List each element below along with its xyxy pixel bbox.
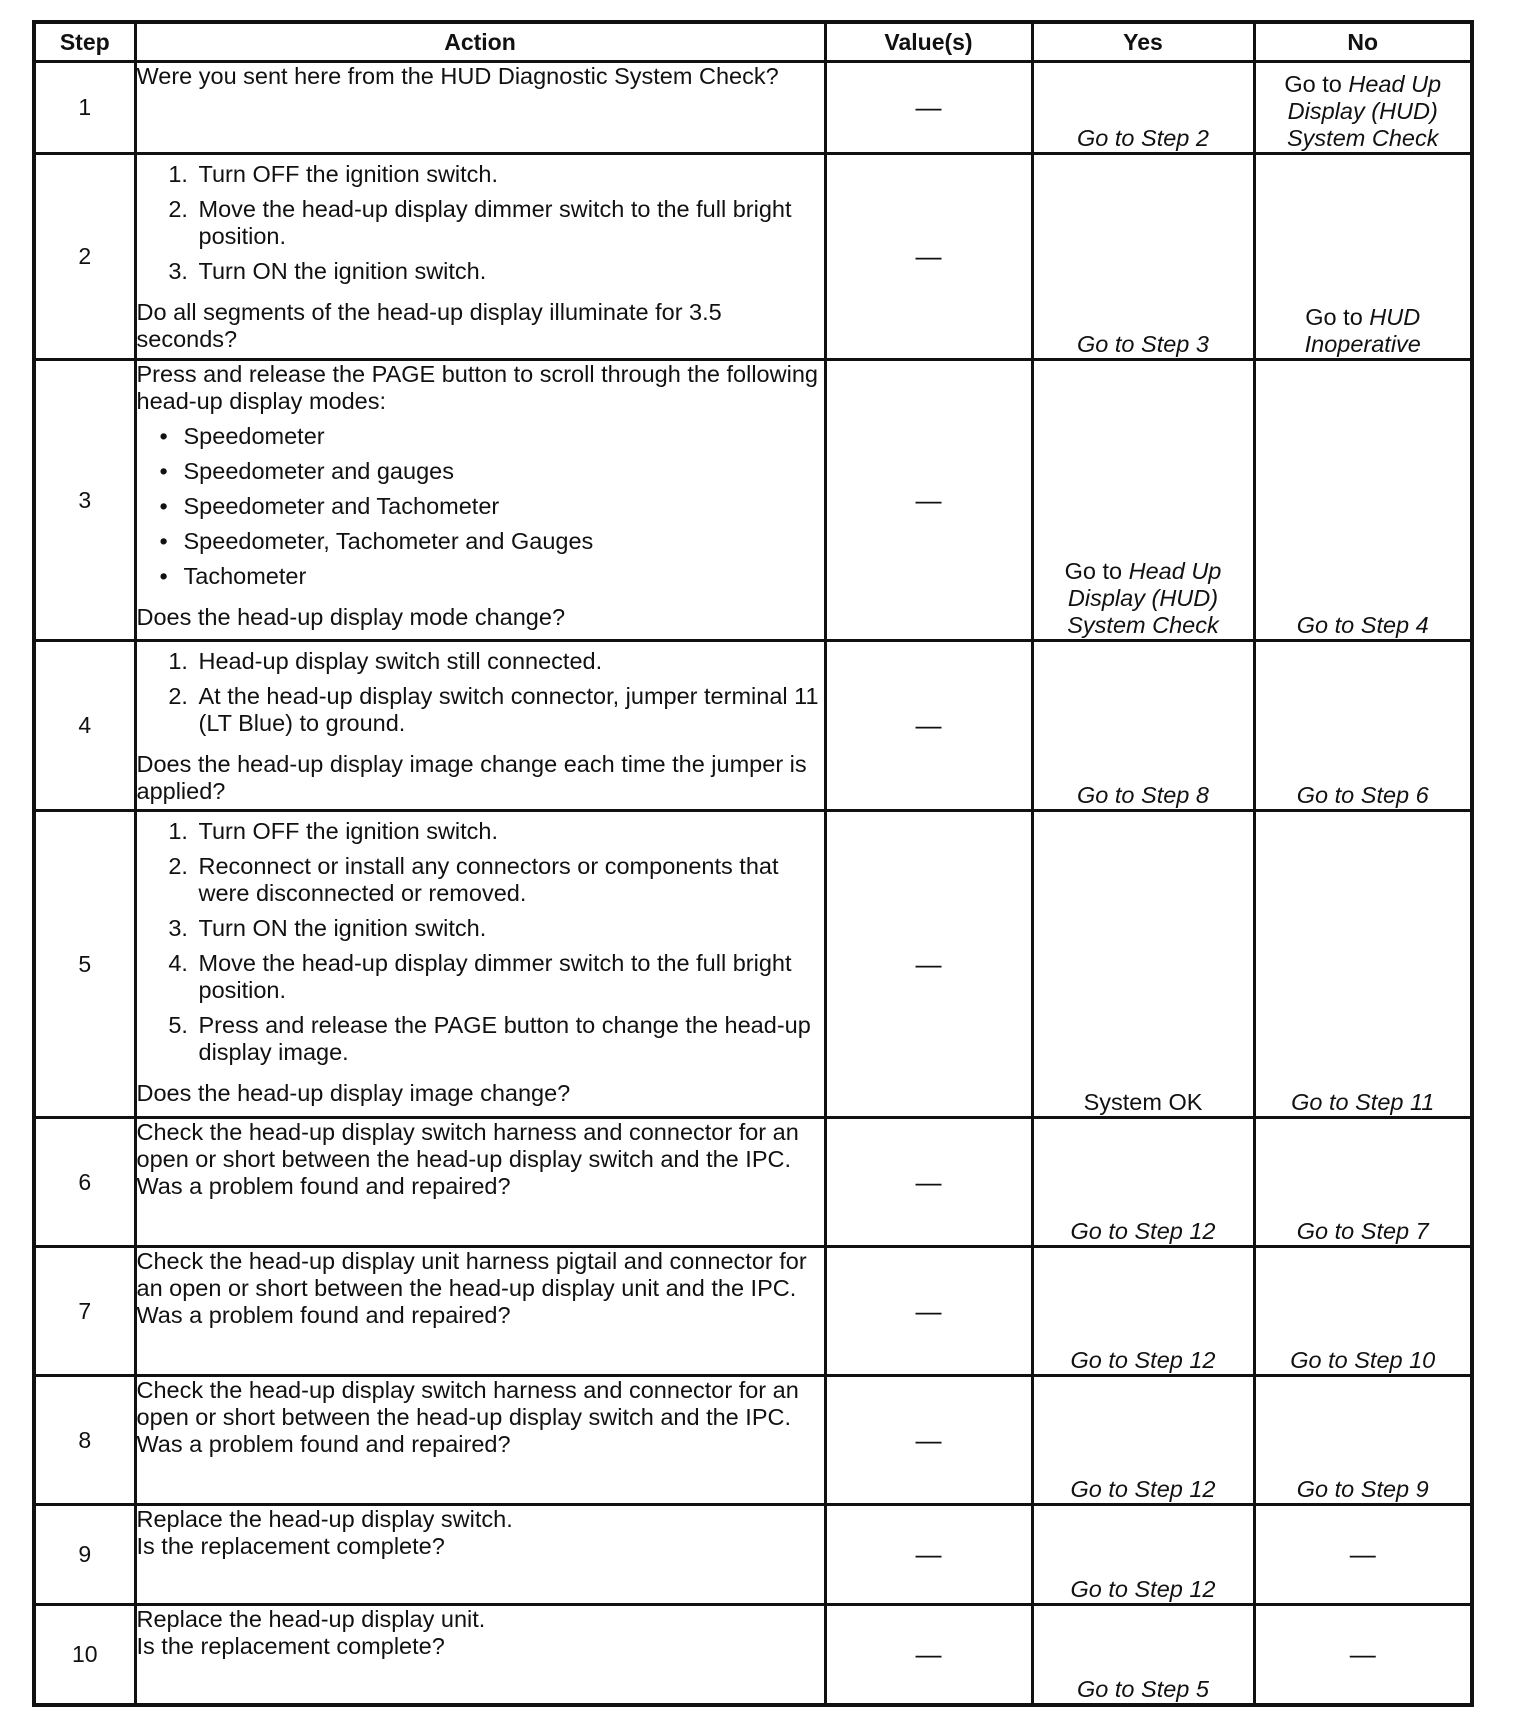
mode-item: • Speedometer and Tachometer [184, 493, 824, 520]
table-row [34, 1247, 1472, 1376]
action-cell [135, 1605, 825, 1705]
step-number: 10 [34, 1605, 135, 1705]
action-step: 2. Reconnect or install any connectors or components that were disconnected or removed. [195, 853, 824, 907]
no-cell: — [1254, 1605, 1472, 1705]
yes-cell: Go to Step 3 [1032, 154, 1254, 360]
value-cell: — [825, 641, 1032, 811]
action-cell [135, 1247, 825, 1376]
action-step: 1. Head-up display switch still connected. [195, 648, 824, 675]
action-intro: Press and release the PAGE button to scroll through the following head-up display modes: [136, 361, 818, 414]
value-cell: — [825, 1605, 1032, 1705]
step-number: 5 [34, 811, 135, 1118]
table-row [34, 811, 1472, 1118]
header-no: No [1254, 22, 1472, 62]
step-number: 8 [34, 1376, 135, 1505]
action-text: Check the head-up display switch harness and connector for an open or short between the head-up display switch and the IPC. [136, 1377, 799, 1430]
table-row [34, 641, 1472, 811]
yes-reference: Head Up Display (HUD) System Check [1067, 558, 1222, 638]
yes-cell: Go to Step 12 [1032, 1376, 1254, 1505]
no-reference: HUD Inoperative [1304, 304, 1421, 357]
value-cell: — [825, 1118, 1032, 1247]
action-steps [137, 648, 824, 745]
step-number: 9 [34, 1505, 135, 1605]
step-number: 1 [34, 62, 135, 154]
action-question: Does the head-up display image change each time the jumper is applied? [136, 751, 807, 804]
table-row [34, 1376, 1472, 1505]
action-cell [135, 62, 825, 154]
action-question: Was a problem found and repaired? [136, 1302, 511, 1328]
yes-cell: System OK [1032, 811, 1254, 1118]
action-step: 1. Turn OFF the ignition switch. [195, 161, 824, 188]
no-prefix: Go to [1284, 71, 1349, 97]
action-text: Were you sent here from the HUD Diagnostic System Check? [136, 63, 779, 89]
no-cell: Go to Step 6 [1254, 641, 1472, 811]
action-cell [135, 360, 825, 641]
table-row [34, 1505, 1472, 1605]
action-question: Do all segments of the head-up display illuminate for 3.5 seconds? [136, 299, 722, 352]
yes-cell: Go to Step 12 [1032, 1247, 1254, 1376]
mode-item: • Speedometer [184, 423, 824, 450]
action-text: Check the head-up display unit harness pigtail and connector for an open or short between the head-up display unit and the IPC. [136, 1248, 807, 1301]
mode-list [137, 423, 824, 598]
action-text: Check the head-up display switch harness and connector for an open or short between the head-up display switch and the IPC. [136, 1119, 799, 1172]
table-row [34, 154, 1472, 360]
action-question: Does the head-up display mode change? [136, 604, 566, 630]
no-cell: Go to Step 10 [1254, 1247, 1472, 1376]
action-step: 2. At the head-up display switch connector, jumper terminal 11 (LT Blue) to ground. [195, 683, 824, 737]
action-step: 3. Turn ON the ignition switch. [195, 915, 824, 942]
step-number: 6 [34, 1118, 135, 1247]
mode-item: • Speedometer and gauges [184, 458, 824, 485]
action-step: 5. Press and release the PAGE button to change the head-up display image. [195, 1012, 824, 1066]
no-prefix: Go to [1305, 304, 1370, 330]
yes-prefix: Go to [1064, 558, 1129, 584]
no-cell: Go to Step 11 [1254, 811, 1472, 1118]
header-row [34, 22, 1472, 62]
action-cell [135, 154, 825, 360]
yes-cell: Go to Step 8 [1032, 641, 1254, 811]
action-step: 1. Turn OFF the ignition switch. [195, 818, 824, 845]
yes-cell [1032, 360, 1254, 641]
mode-item: • Tachometer [184, 563, 824, 590]
header-yes: Yes [1032, 22, 1254, 62]
value-cell: — [825, 154, 1032, 360]
value-cell: — [825, 1505, 1032, 1605]
yes-cell: Go to Step 12 [1032, 1505, 1254, 1605]
action-step: 4. Move the head-up display dimmer switch to the full bright position. [195, 950, 824, 1004]
value-cell: — [825, 1376, 1032, 1505]
table-row [34, 360, 1472, 641]
value-cell: — [825, 1247, 1032, 1376]
no-cell: Go to Step 9 [1254, 1376, 1472, 1505]
table-row [34, 62, 1472, 154]
action-steps [137, 818, 824, 1074]
no-cell: Go to Step 7 [1254, 1118, 1472, 1247]
no-cell [1254, 154, 1472, 360]
step-number: 4 [34, 641, 135, 811]
header-action: Action [135, 22, 825, 62]
action-step: 3. Turn ON the ignition switch. [195, 258, 824, 285]
step-number: 3 [34, 360, 135, 641]
action-text: Replace the head-up display unit. [136, 1606, 486, 1632]
diagnostic-table [32, 20, 1474, 1707]
action-question: Does the head-up display image change? [136, 1080, 571, 1106]
action-question: Is the replacement complete? [136, 1633, 445, 1659]
value-cell: — [825, 811, 1032, 1118]
action-steps [137, 161, 824, 293]
action-cell [135, 641, 825, 811]
no-cell: Go to Step 4 [1254, 360, 1472, 641]
mode-item: • Speedometer, Tachometer and Gauges [184, 528, 824, 555]
yes-cell: Go to Step 5 [1032, 1605, 1254, 1705]
table-row [34, 1118, 1472, 1247]
header-values: Value(s) [825, 22, 1032, 62]
action-question: Is the replacement complete? [136, 1533, 445, 1559]
action-text: Replace the head-up display switch. [136, 1506, 513, 1532]
action-cell [135, 811, 825, 1118]
header-step: Step [34, 22, 135, 62]
action-cell [135, 1118, 825, 1247]
yes-cell: Go to Step 2 [1032, 62, 1254, 154]
value-cell: — [825, 360, 1032, 641]
action-cell [135, 1376, 825, 1505]
action-question: Was a problem found and repaired? [136, 1431, 511, 1457]
value-cell: — [825, 62, 1032, 154]
step-number: 2 [34, 154, 135, 360]
no-cell: — [1254, 1505, 1472, 1605]
no-cell [1254, 62, 1472, 154]
action-step: 2. Move the head-up display dimmer switch to the full bright position. [195, 196, 824, 250]
action-cell [135, 1505, 825, 1605]
no-reference: Head Up Display (HUD) System Check [1287, 71, 1442, 151]
yes-cell: Go to Step 12 [1032, 1118, 1254, 1247]
step-number: 7 [34, 1247, 135, 1376]
action-question: Was a problem found and repaired? [136, 1173, 511, 1199]
table-row [34, 1605, 1472, 1705]
